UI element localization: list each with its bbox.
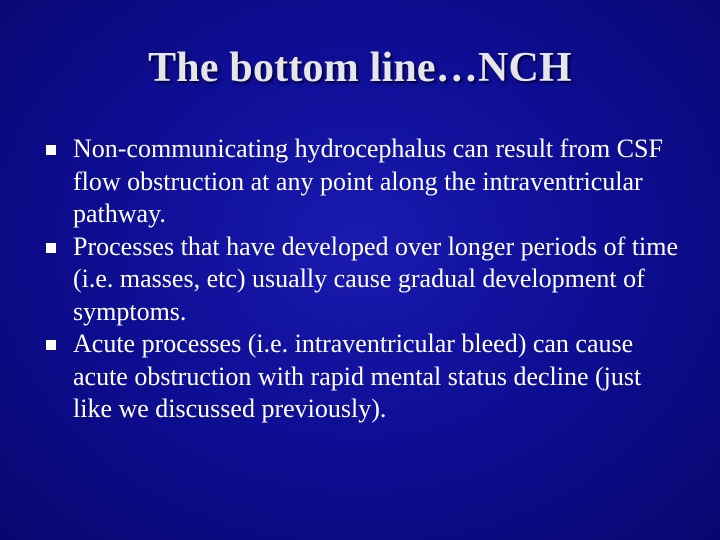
bullet-item xyxy=(46,231,686,329)
bullet-text: Processes that have developed over longer periods of time (i.e. masses, etc) usually cause gradual development of symptoms. xyxy=(73,231,679,326)
bullet-item xyxy=(46,328,686,426)
bullet-list xyxy=(46,133,686,426)
bullet-text: Acute processes (i.e. intraventricular bleed) can cause acute obstruction with rapid mental status decline (just like we discussed previously). xyxy=(73,329,642,423)
bullet-text: Non-communicating hydrocephalus can result from CSF flow obstruction at any point along the intraventricular pathway. xyxy=(73,134,663,228)
square-bullet-icon xyxy=(46,340,56,350)
slide-title: The bottom line…NCH xyxy=(148,45,572,91)
square-bullet-icon xyxy=(46,243,56,253)
square-bullet-icon xyxy=(46,145,56,155)
bullet-item xyxy=(46,133,686,231)
